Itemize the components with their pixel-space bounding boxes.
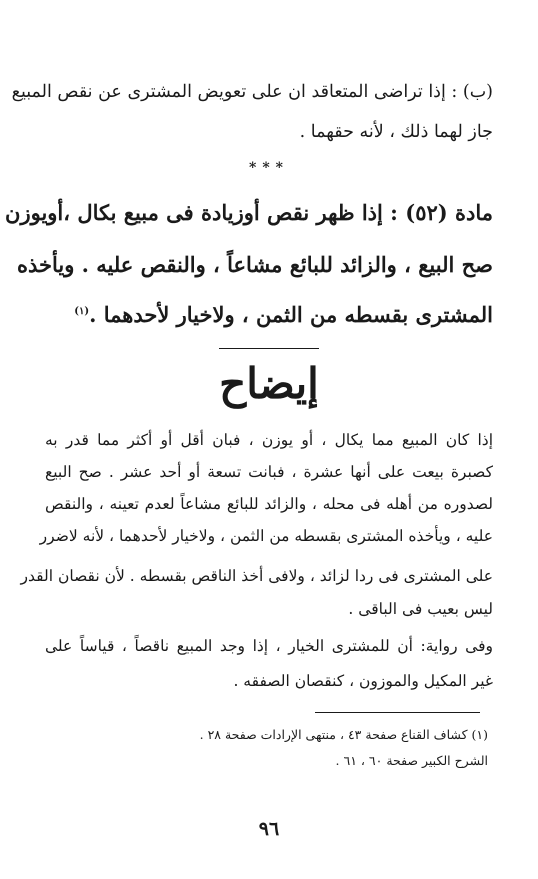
explanation-line-4: عليه ، ويأخذه المشترى بقسطه من الثمن ، ولاخيار لأحدهما ، لأنه لاضرر [39,527,493,545]
explanation-line-2: كصبرة بيعت على أنها عشرة ، فبانت تسعة أو أحد عشر . صح البيع [45,463,493,481]
footnote-rule [315,712,480,713]
footnote-line-2: الشرح الكبير صفحة ٦٠ ، ٦١ . [335,753,488,768]
article-line-3-text: المشترى بقسطه من الثمن ، ولاخيار لأحدهما . [89,302,493,327]
article-line-1: مادة (٥٢) : إذا ظهر نقص أوزيادة فى مبيع بكال ،أويوزن [5,200,493,225]
article-line-3 [45,302,493,327]
article-line-2: صح البيع ، والزائد للبائع مشاعاً ، والنقص عليه . ويأخذه [16,252,493,277]
explanation-line-3: لصدوره من أهله فى محله ، والزائد للبائع مشاعاً لعدم تعينه ، والنقص [45,495,493,513]
explanation-line-5: على المشترى فى ردا لزائد ، ولافى أخذ الناقص بقسطه . لأن نقصان القدر [20,567,493,585]
section-heading: إيضاح [219,359,319,408]
heading-rule [219,348,319,349]
section-separator: *** [249,160,289,176]
explanation-line-7: وفى رواية: أن للمشترى الخيار ، إذا وجد المبيع ناقصاً ، قياساً على [45,637,493,655]
page-number: ٩٦ [258,818,280,840]
footnote-line-1: (١) كشاف القناع صفحة ٤٣ ، منتهى الإرادات صفحة ٢٨ . [199,727,488,742]
explanation-line-1: إذا كان المبيع مما يكال ، أو يوزن ، فبان أقل أو أكثر مما قدر به [45,431,493,449]
clause-b-line-2: جاز لهما ذلك ، لأنه حقهما . [299,122,493,142]
clause-b-line-1: (ب) : إذا تراضى المتعاقد ان على تعويض المشترى عن نقص المبيع [11,82,493,102]
footnote-reference: (١) [74,306,90,317]
explanation-line-8: غير المكيل والموزون ، كنقصان الصفقه . [233,672,493,690]
explanation-line-6: ليس بعيب فى الباقى . [348,600,493,618]
